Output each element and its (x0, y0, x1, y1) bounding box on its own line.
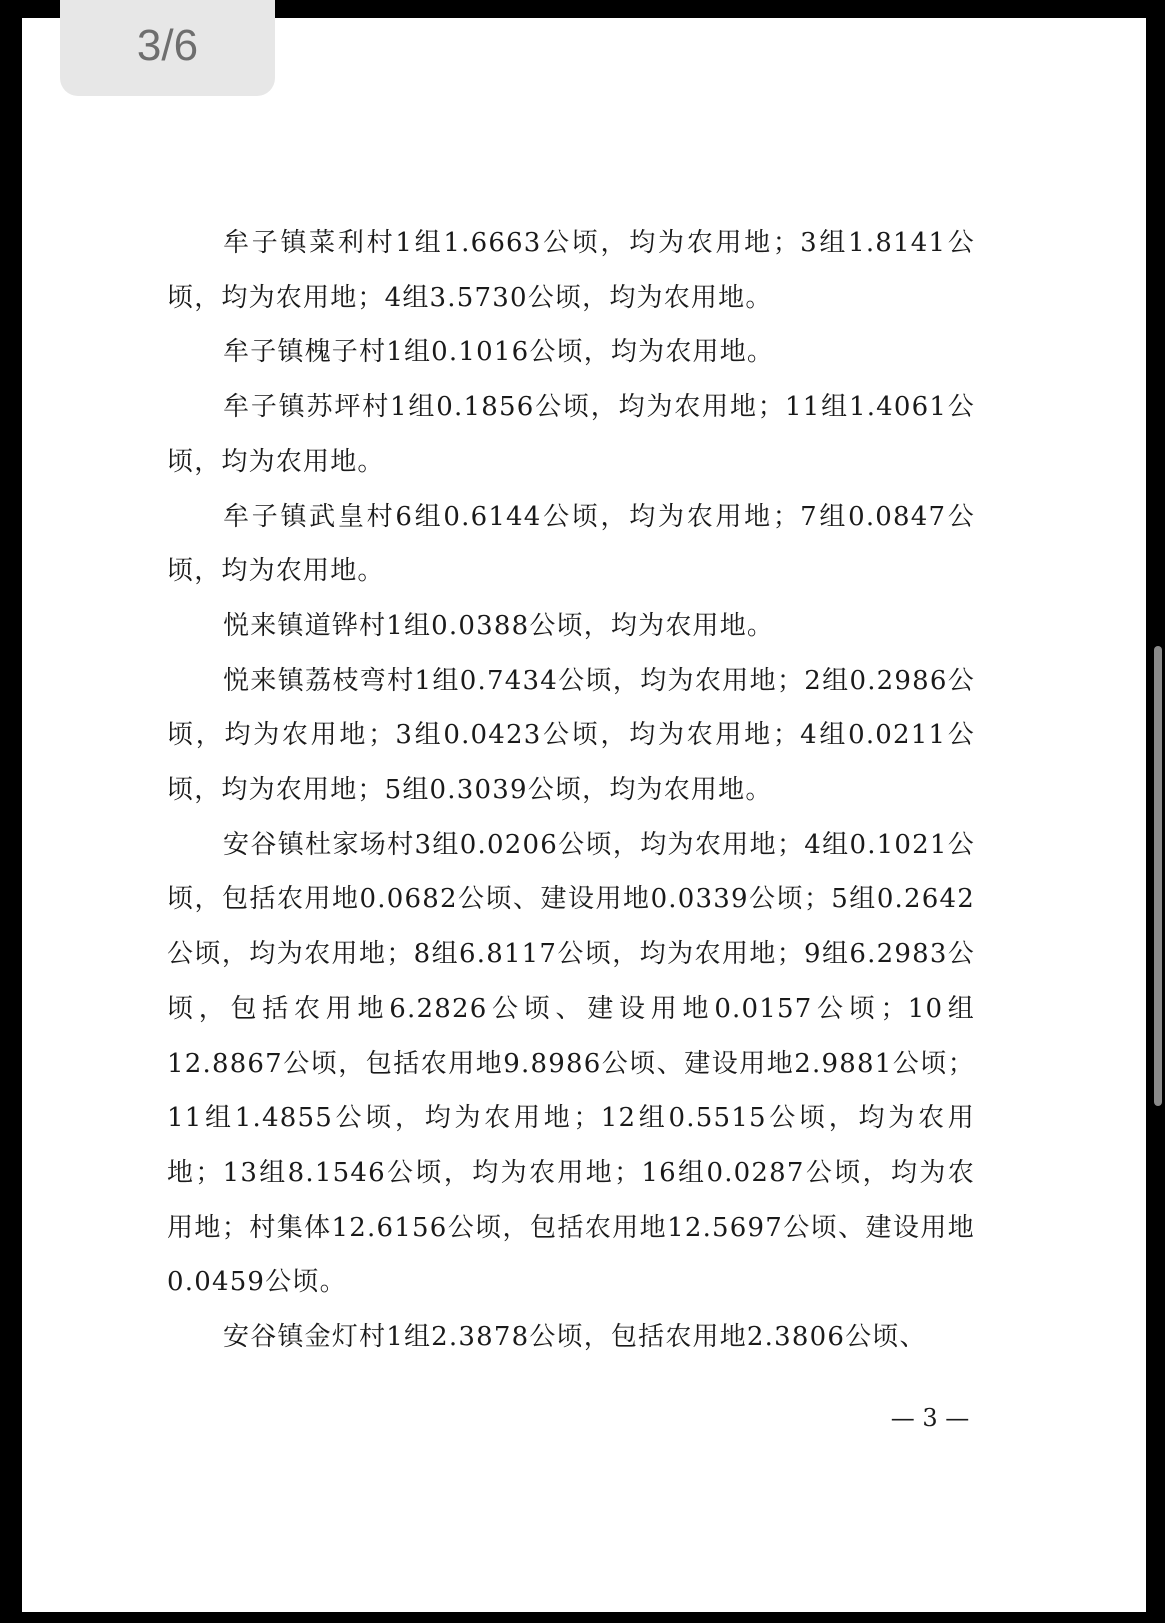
paragraph: 安谷镇金灯村1组2.3878公顷，包括农用地2.3806公顷、 (223, 1322, 927, 1353)
paragraph: 牟子镇槐子村1组0.1016公顷，均为农用地。 (223, 337, 775, 368)
paragraph: 牟子镇武皇村6组0.6144公顷，均为农用地；7组0.0847公顷，均为农用地。 (167, 501, 975, 587)
paragraph: 悦来镇道铧村1组0.0388公顷，均为农用地。 (223, 610, 775, 641)
paragraph: 悦来镇荔枝弯村1组0.7434公顷，均为农用地；2组0.2986公顷，均为农用地；3组0.0423公顷，均为农用地；4组0.0211公顷，均为农用地；5组0.3039公顷，均为农用地。 (167, 665, 975, 806)
page-counter-badge (60, 0, 275, 96)
paragraph: 牟子镇苏坪村1组0.1856公顷，均为农用地；11组1.4061公顷，均为农用地。 (167, 392, 975, 477)
document-body (167, 216, 975, 1365)
scrollbar-thumb[interactable] (1154, 646, 1162, 1106)
paragraph: 牟子镇菜利村1组1.6663公顷，均为农用地；3组1.8141公顷，均为农用地；4组3.5730公顷，均为农用地。 (167, 228, 975, 313)
paragraph: 安谷镇杜家场村3组0.0206公顷，均为农用地；4组0.1021公顷，包括农用地0.0682公顷、建设用地0.0339公顷；5组0.2642公顷，均为农用地；8组6.8117公顷，均为农用地；9组6.2983公顷，包括农用地6.2826公顷、建设用地0.0157公顷；10组12.8867公顷，包括农用地9.8986公顷、建设用地2.9881公顷；11组1.4855公顷，均为农用地；12组0.5515公顷，均为农用地；13组8.1546公顷，均为农用地；16组0.0287公顷，均为农用地；村集体12.6156公顷，包括农用地12.5697公顷、建设用地0.0459公顷。 (167, 829, 975, 1298)
page-counter-label: 3/6 (136, 21, 199, 70)
page-number: — 3 — (890, 1404, 970, 1432)
